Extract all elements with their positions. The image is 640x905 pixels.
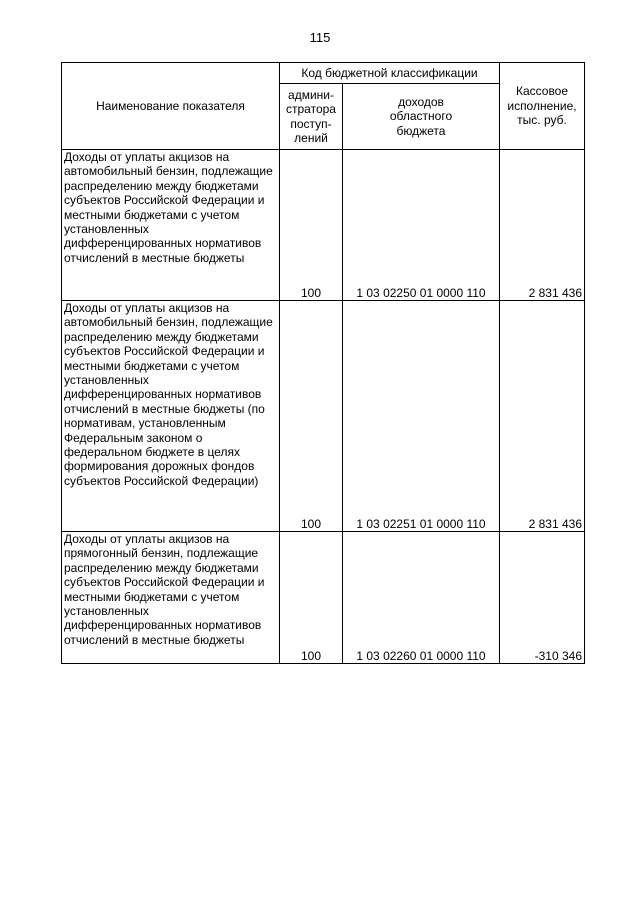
classification-code-cell: 1 03 02260 01 0000 110 — [343, 532, 500, 664]
cash-amount-cell: 2 831 436 — [500, 301, 585, 532]
classification-code-cell: 1 03 02251 01 0000 110 — [343, 301, 500, 532]
table-row — [62, 532, 585, 664]
header-indicator-name: Наименование показателя — [62, 63, 280, 150]
header-regional-budget-revenue: доходов областного бюджета — [343, 84, 500, 150]
indicator-name-cell: Доходы от уплаты акцизов на автомобильный бензин, подлежащие распределению между бюджетами субъектов Российской Федерации и местными бюджетами с учетом установленных дифференцированных нормативов отчислений в местные бюджеты — [62, 150, 280, 301]
cash-amount-cell: -310 346 — [500, 532, 585, 664]
table-row — [62, 301, 585, 532]
header-cash-execution: Кассовое исполнение, тыс. руб. — [500, 63, 585, 150]
admin-code-cell: 100 — [280, 301, 343, 532]
classification-code-cell: 1 03 02250 01 0000 110 — [343, 150, 500, 301]
header-revenue-administrator: админи- стратора поступ- лений — [280, 84, 343, 150]
admin-code-cell: 100 — [280, 532, 343, 664]
cash-amount-cell: 2 831 436 — [500, 150, 585, 301]
page-number: 115 — [309, 30, 331, 45]
indicator-name-cell: Доходы от уплаты акцизов на прямогонный бензин, подлежащие распределению между бюджетами субъектов Российской Федерации и местными бюджетами с учетом установленных дифференцированных нормативов отчислений в местные бюджеты — [62, 532, 280, 664]
revenue-table — [61, 62, 585, 664]
indicator-name-cell: Доходы от уплаты акцизов на автомобильный бензин, подлежащие распределению между бюджетами субъектов Российской Федерации и местными бюджетами с учетом установленных дифференцированных нормативов отчислений в местные бюджеты (по нормативам, установленным Федеральным законом о федеральном бюджете в целях формирования дорожных фондов субъектов Российской Федерации) — [62, 301, 280, 532]
header-budget-classification-code: Код бюджетной классификации — [280, 63, 500, 84]
table-row — [62, 150, 585, 301]
admin-code-cell: 100 — [280, 150, 343, 301]
